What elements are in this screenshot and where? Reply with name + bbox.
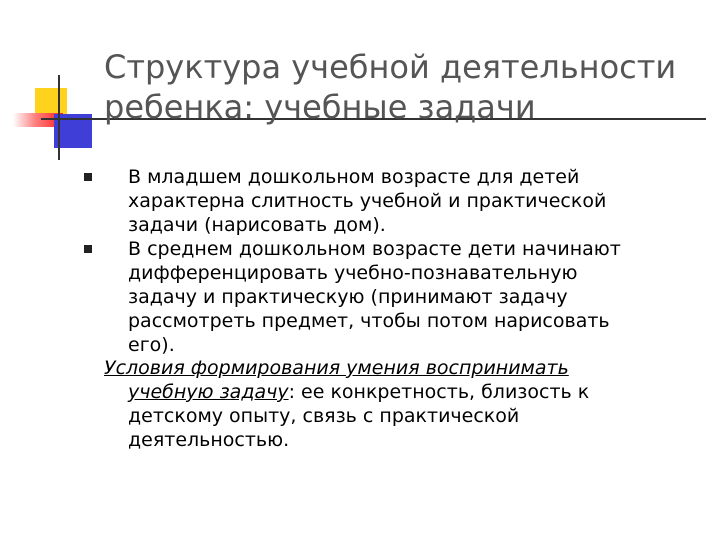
- conditions-heading-line1: Условия формирования умения воспринимать: [104, 357, 569, 379]
- conditions-paragraph: [104, 356, 664, 452]
- conditions-line3: детскому опыту, связь с практической: [128, 405, 520, 427]
- bullet-line: задачу и практическую (принимают задачу: [128, 286, 568, 308]
- conditions-after-heading: : ее конкретность, близость к: [288, 381, 590, 403]
- bullet-line: рассмотреть предмет, чтобы потом нарисовать: [128, 310, 610, 332]
- bullet-item: [84, 237, 684, 357]
- bullet-square-icon: [84, 245, 92, 253]
- conditions-line4: деятельностью.: [128, 429, 290, 451]
- slide-title: [104, 47, 704, 127]
- bullet-line: задачи (нарисовать дом).: [128, 214, 386, 236]
- conditions-heading-line2: учебную задачу: [128, 381, 289, 403]
- slide-title-line1: Структура учебной деятельности: [104, 48, 677, 86]
- bullet-line: характерна слитность учебной и практической: [128, 190, 607, 212]
- bullet-line: В младшем дошкольном возрасте для детей: [128, 166, 580, 188]
- bullet-line: его).: [128, 334, 175, 356]
- bullet-item: [84, 165, 684, 237]
- bullet-square-icon: [84, 173, 92, 181]
- bullet-line: дифференцировать учебно-познавательную: [128, 262, 578, 284]
- bullet-line: В среднем дошкольном возрасте дети начинают: [128, 238, 621, 260]
- bullet-list: [84, 165, 684, 357]
- conditions-line2: [104, 380, 664, 404]
- slide-title-line2: ребенка: учебные задачи: [104, 88, 536, 126]
